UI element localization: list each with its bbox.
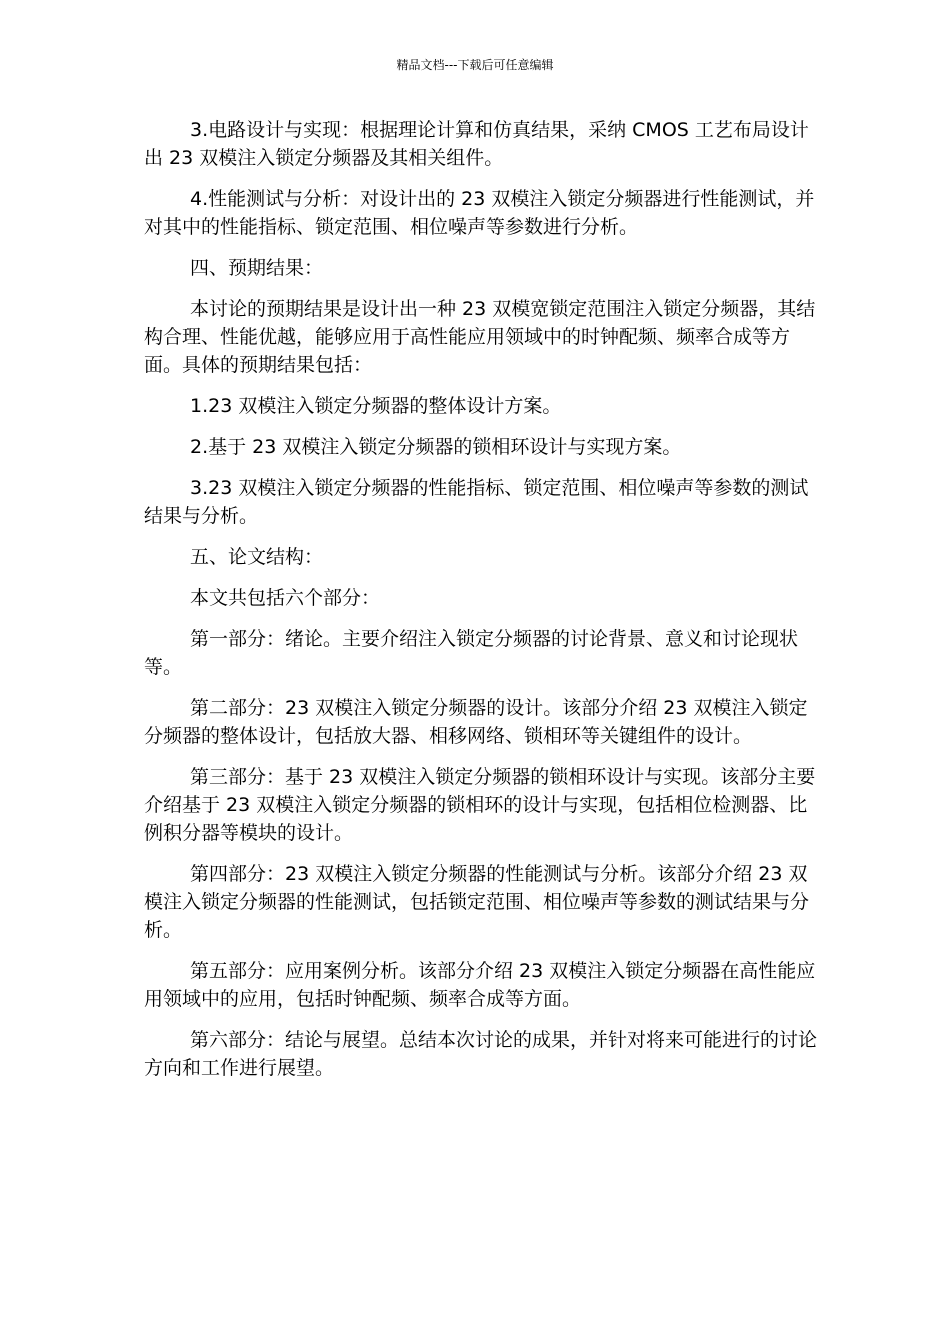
list-item-expected-2: 2.基于 23 双模注入锁定分频器的锁相环设计与实现方案。 bbox=[190, 436, 682, 458]
list-item-expected-3: 3.23 双模注入锁定分频器的性能指标、锁定范围、相位噪声等参数的测试结果与分析。 bbox=[144, 477, 809, 527]
paragraph-part-3: 第三部分：基于 23 双模注入锁定分频器的锁相环设计与实现。该部分主要介绍基于 23 双模注入锁定分频器的锁相环的设计与实现，包括相位检测器、比例积分器等模块的设计。 bbox=[144, 766, 816, 844]
list-item-expected-1: 1.23 双模注入锁定分频器的整体设计方案。 bbox=[190, 395, 562, 417]
paragraph-structure-intro: 本文共包括六个部分： bbox=[190, 587, 381, 609]
section-heading-expected-results: 四、预期结果： bbox=[190, 257, 324, 279]
page-header: 精品文档---下载后可任意编辑 bbox=[396, 58, 554, 72]
paragraph-circuit-design: 3.电路设计与实现：根据理论计算和仿真结果，采纳 CMOS 工艺布局设计出 23 双模注入锁定分频器及其相关组件。 bbox=[144, 119, 809, 169]
section-heading-thesis-structure: 五、论文结构： bbox=[190, 546, 324, 568]
paragraph-performance-test: 4.性能测试与分析：对设计出的 23 双模注入锁定分频器进行性能测试，并对其中的性能指标、锁定范围、相位噪声等参数进行分析。 bbox=[144, 188, 815, 238]
paragraph-part-5: 第五部分：应用案例分析。该部分介绍 23 双模注入锁定分频器在高性能应用领域中的应用，包括时钟配频、频率合成等方面。 bbox=[144, 960, 816, 1010]
document-body bbox=[144, 116, 824, 1095]
paragraph-part-2: 第二部分：23 双模注入锁定分频器的设计。该部分介绍 23 双模注入锁定分频器的整体设计，包括放大器、相移网络、锁相环等关键组件的设计。 bbox=[144, 697, 808, 747]
paragraph-part-4: 第四部分：23 双模注入锁定分频器的性能测试与分析。该部分介绍 23 双模注入锁定分频器的性能测试，包括锁定范围、相位噪声等参数的测试结果与分析。 bbox=[144, 863, 810, 941]
paragraph-part-6: 第六部分：结论与展望。总结本次讨论的成果，并针对将来可能进行的讨论方向和工作进行展望。 bbox=[144, 1029, 818, 1079]
paragraph-part-1: 第一部分：绪论。主要介绍注入锁定分频器的讨论背景、意义和讨论现状等。 bbox=[144, 628, 799, 678]
paragraph-expected-results-intro: 本讨论的预期结果是设计出一种 23 双模宽锁定范围注入锁定分频器，其结构合理、性能优越，能够应用于高性能应用领域中的时钟配频、频率合成等方面。具体的预期结果包括： bbox=[144, 298, 816, 376]
